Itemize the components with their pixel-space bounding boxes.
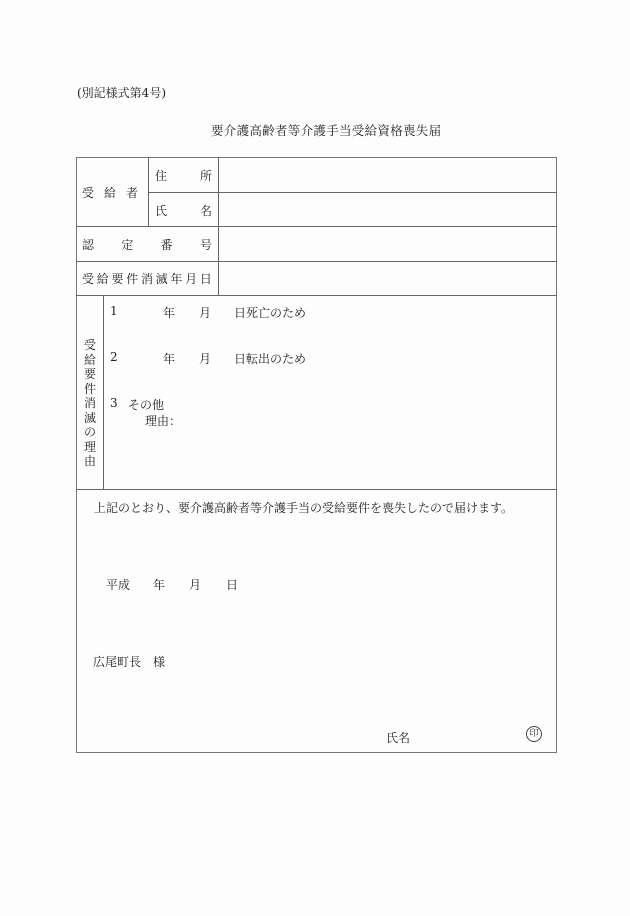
divider — [103, 295, 104, 489]
reason-2-number: 2 — [110, 350, 118, 364]
reason-3-text: その他 — [128, 398, 165, 412]
address-label: 住 所 — [155, 169, 212, 183]
reason-3-sub: 理由： — [145, 414, 182, 428]
signer-label: 氏名 — [386, 731, 411, 745]
reason-label: 受給要件消滅の理由 — [83, 338, 96, 468]
addressee: 広尾町長 様 — [93, 655, 166, 669]
loss-date-field[interactable] — [219, 262, 556, 294]
page-title: 要介護高齢者等介護手当受給資格喪失届 — [211, 123, 442, 138]
name-label: 氏 名 — [155, 204, 212, 218]
divider — [76, 295, 557, 296]
reason-2-text: 日転出のため — [234, 352, 307, 366]
name-field[interactable] — [219, 193, 556, 225]
reason-3-number: 3 — [110, 396, 118, 410]
loss-date-label: 受 給 要 件 消 滅 年 月 日 — [82, 272, 212, 286]
seal-icon: 印 — [526, 726, 542, 742]
reason-1-text: 日死亡のため — [234, 306, 307, 320]
reason-1-number: 1 — [110, 304, 118, 318]
divider — [76, 489, 557, 490]
divider — [148, 157, 149, 226]
recipient-label: 受 給 者 — [82, 186, 138, 200]
cert-number-field[interactable] — [219, 227, 556, 260]
form-number: (別記様式第4号) — [77, 86, 166, 100]
address-field[interactable] — [219, 158, 556, 191]
cert-number-label: 認 定 番 号 — [82, 238, 212, 252]
statement: 上記のとおり、要介護高齢者等介護手当の受給要件を喪失したので届けます。 — [94, 501, 514, 515]
